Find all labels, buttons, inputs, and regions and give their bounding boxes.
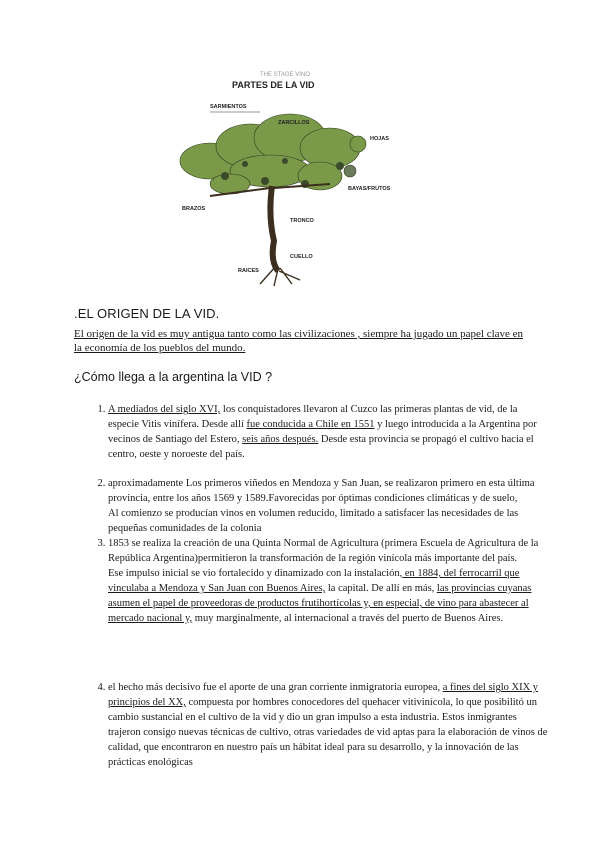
text-run: Desde esta provincia se propagó el cultivo hacia el centro, oeste y noroeste del país. [108,434,534,460]
text-run: compuesta por hombres conocedores del quehacer vitivinícola, lo que posibilitó un cambio sustancial en el cultivo de la vid y dio un gran impulso a esta industria. Estos inmigrantes trajeron consigo nuevas técnicas de cultivo, otras variedades de vid aptas para la elaboración de vinos de calidad, que encontraron en nuestro país un hábitat ideal para su desarrollo, y la innovación de las prácticas enológicas [108,697,548,768]
label-zarcillos: ZARCILLOS [278,120,310,126]
vine-roots [260,266,300,286]
vine-parts-diagram [170,66,420,288]
label-raices: RAICES [238,268,259,274]
history-list [88,402,548,462]
label-cuello: CUELLO [290,254,313,260]
text-run: Al comienzo se producían vinos en volumen reducido, limitado a satisfacer las necesidades de las pequeñas comunidades de la colonia [108,508,519,534]
text-run: Ese impulso inicial se vio fortalecido y dinamizado con la instalación, [108,568,403,579]
text-run: las provincias cuyanas asumen el papel de proveedoras de productos frutihortícolas y, en especial, de vino para abastecer al mercado nacional y, [108,583,532,624]
history-list-3 [88,680,548,770]
text-run: muy marginalmente, al internacional a través del puerto de Buenos Aires. [192,613,504,624]
label-sarmientos: SARMIENTOS [210,104,247,110]
text-run: en 1884, del ferrocarril que vinculaba a Mendoza y San Juan con Buenos Aires, [108,568,520,594]
text-run: A mediados del siglo XVI, [108,404,221,415]
list-item [108,402,548,462]
label-brazos: BRAZOS [182,206,206,212]
text-run: la capital. De allí en más, [325,583,437,594]
list-item [108,680,548,770]
diagram-title: PARTES DE LA VID [232,80,315,90]
text-run: fue conducida a Chile en 1551 [246,419,375,430]
list-item [108,536,548,626]
vine-canopy [180,114,360,194]
label-hojas: HOJAS [370,136,389,142]
label-bayas: BAYAS/FRUTOS [348,186,391,192]
text-run: 1853 se realiza la creación de una Quinta Normal de Agricultura (primera Escuela de Agricultura de la República Argentina)permitieron la transformación de la región vinícola más importante del país. [108,538,539,564]
text-run: y luego introducida a la Argentina por vecinos de Santiago del Estero, [108,419,537,445]
text-run: aproximadamente Los primeros viñedos en Mendoza y San Juan, se realizaron primero en esta última provincia, entre los años 1569 y 1589.Favorecidas por óptimas condiciones climáticas y de suelo, [108,478,535,504]
text-run: a fines del siglo XIX y principios del XX, [108,682,539,708]
text-run: los conquistadores llevaron al Cuzco las primeras plantas de vid, de la especie Vitis vinífera. Desde allí [108,404,518,430]
text-run: el hecho más decisivo fue el aporte de una gran corriente inmigratoria europea, [108,682,443,693]
list-item [108,476,548,536]
intro-paragraph: El origen de la vid es muy antigua tanto como las civilizaciones , siempre ha jugado un papel clave en la economía de los pueblos del mundo. [74,328,524,354]
text-run: seis años después. [242,434,319,445]
label-tronco: TRONCO [290,218,314,224]
section-heading: .EL ORIGEN DE LA VID. [74,306,220,321]
history-list-2 [88,476,548,626]
section-question: ¿Cómo llega a la argentina la VID ? [74,370,273,384]
vine-trunk [270,186,278,271]
diagram-small-title: THE STAGE VINO [260,72,310,78]
